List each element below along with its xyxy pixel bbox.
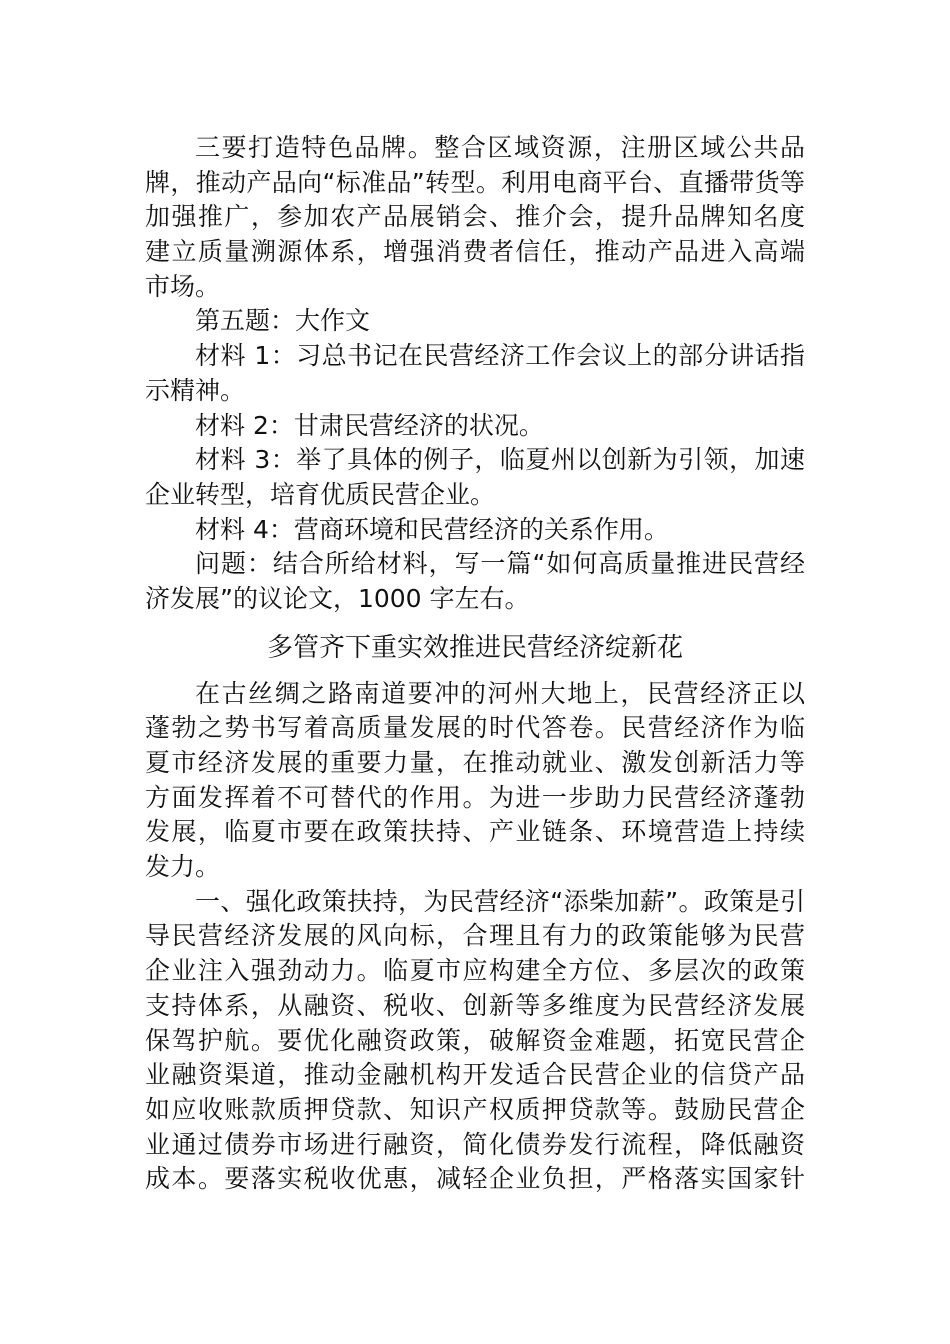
material-2: 材料 2：甘肃民营经济的状况。 (195, 410, 544, 440)
text-line: 蓬勃之势书写着高质量发展的时代答卷。民营经济作为临 (145, 713, 805, 743)
text-line: 业通过债券市场进行融资，简化债券发行流程，降低融资 (145, 1129, 805, 1159)
essay-intro (145, 677, 805, 885)
material-4: 材料 4：营商环境和民营经济的关系作用。 (195, 514, 669, 544)
material-3-cont: 企业转型，培育优质民营企业。 (145, 479, 496, 509)
text-line: 一、强化政策扶持，为民营经济“添柴加薪”。政策是引 (195, 886, 805, 916)
text-line: 业融资渠道，推动金融机构开发适合民营企业的信贷产品 (145, 1060, 805, 1090)
text-line: 如应收账款质押贷款、知识产权质押贷款等。鼓励民营企 (145, 1094, 805, 1124)
text-line: 发力。 (145, 852, 221, 882)
text-line: 发展，临夏市要在政策扶持、产业链条、环境营造上持续 (145, 817, 805, 847)
document-page (145, 131, 805, 1197)
text-line: 市场。 (145, 271, 221, 301)
text-line: 导民营经济发展的风向标，合理且有力的政策能够为民营 (145, 921, 805, 951)
material-3: 材料 3：举了具体的例子，临夏州以创新为引领，加速 (195, 445, 805, 475)
text-line: 加强推广，参加农产品展销会、推介会，提升品牌知名度 (145, 202, 805, 232)
text-line: 建立质量溯源体系，增强消费者信任，推动产品进入高端 (145, 237, 805, 267)
text-line: 支持体系，从融资、税收、创新等多维度为民营经济发展 (145, 990, 805, 1020)
essay-title: 多管齐下重实效推进民营经济绽新花 (266, 632, 683, 663)
question-prompt: 问题：结合所给材料，写一篇“如何高质量推进民营经 (195, 549, 805, 579)
text-line: 夏市经济发展的重要力量，在推动就业、激发创新活力等 (145, 748, 805, 777)
text-line: 牌，推动产品向“标准品”转型。利用电商平台、直播带货等 (145, 167, 805, 197)
text-line: 企业注入强劲动力。临夏市应构建全方位、多层次的政策 (145, 956, 805, 986)
text-line: 在古丝绸之路南道要冲的河州大地上，民营经济正以 (195, 678, 805, 708)
text-line: 保驾护航。要优化融资政策，破解资金难题，拓宽民营企 (145, 1025, 805, 1055)
question-block (145, 304, 805, 616)
essay-point-1 (145, 885, 805, 1197)
text-line: 三要打造特色品牌。整合区域资源，注册区域公共品 (195, 133, 805, 162)
text-line: 成本。要落实税收优惠，减轻企业负担，严格落实国家针 (145, 1164, 805, 1194)
text-line: 方面发挥着不可替代的作用。为进一步助力民营经济蓬勃 (145, 782, 805, 812)
question-heading: 第五题：大作文 (195, 306, 371, 336)
material-1: 材料 1：习总书记在民营经济工作会议上的部分讲话指 (195, 341, 805, 371)
question-prompt-cont: 济发展”的议论文，1000 字左右。 (145, 583, 530, 613)
paragraph-brand (145, 131, 805, 304)
material-1-cont: 示精神。 (145, 375, 246, 405)
